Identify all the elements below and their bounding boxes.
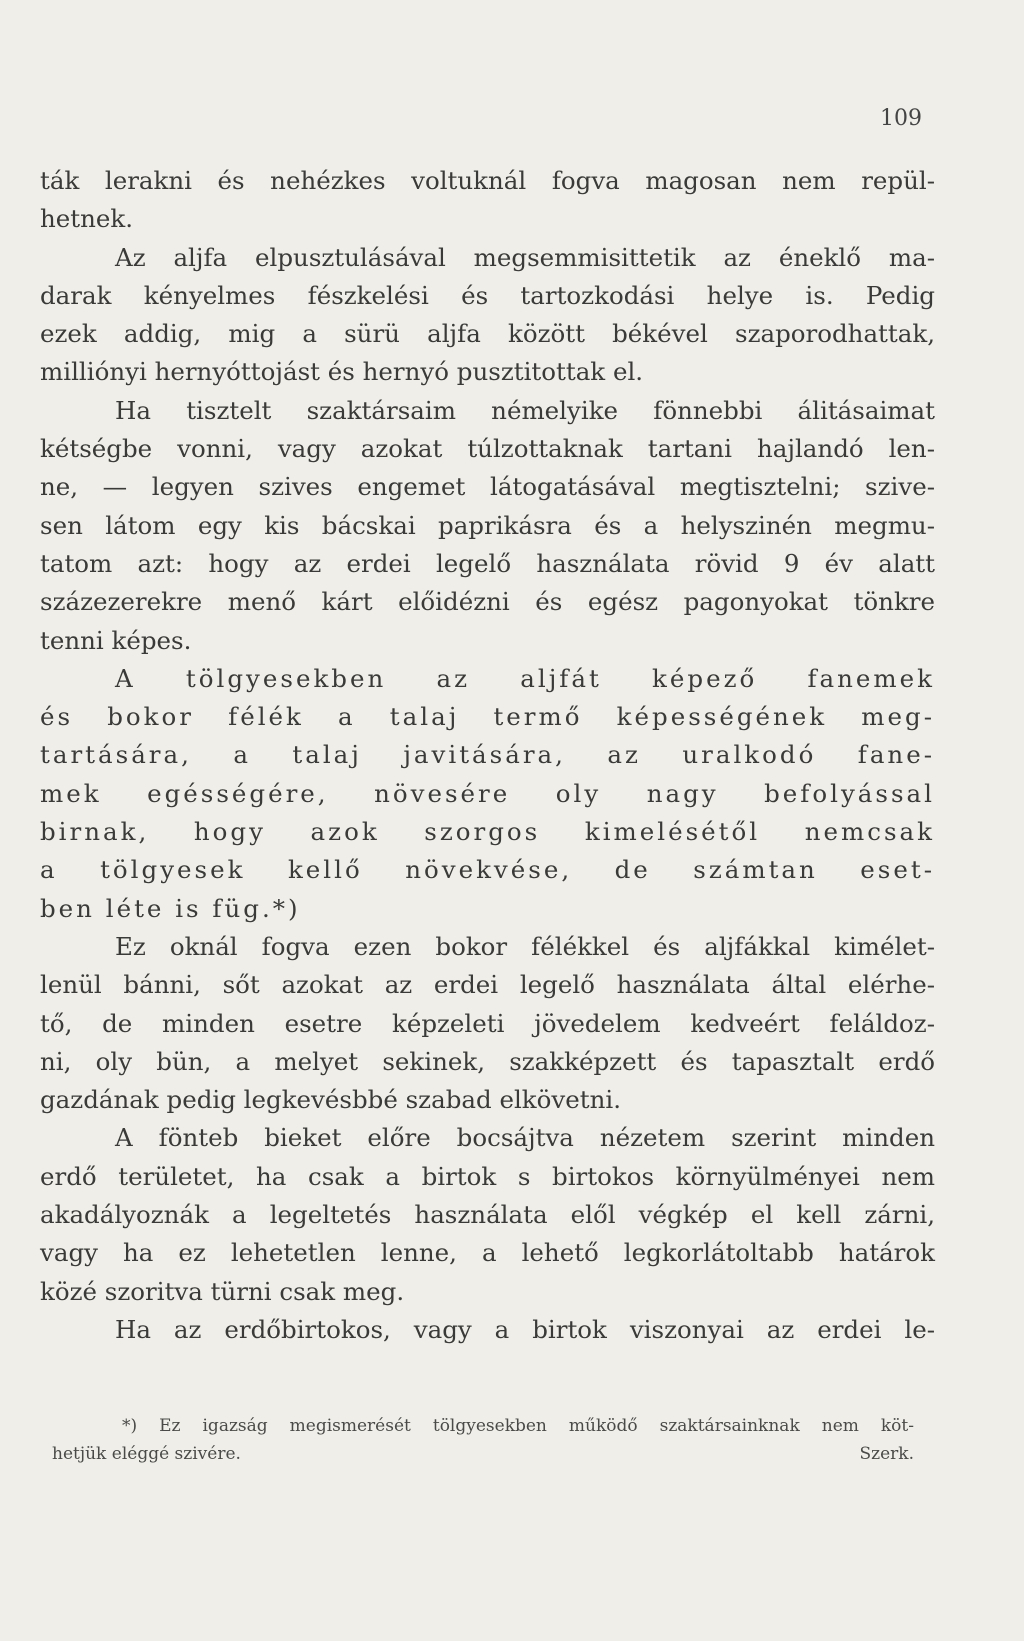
text-line: Ez oknál fogva ezen bokor félékkel és aljfákkal kimélet- (115, 931, 935, 961)
text-line: ezek addig, mig a sürü aljfa között békével szaporodhattak, (40, 319, 935, 349)
text-line: és bokor félék a talaj termő képességének meg- (40, 702, 935, 732)
text-line: Az aljfa elpusztulásával megsemmisittetik az éneklő ma- (115, 242, 935, 272)
text-line: darak kényelmes fészkelési és tartozkodási helye is. Pedig (40, 280, 935, 310)
text-line: erdő területet, ha csak a birtok s birtokos környülményei nem (40, 1161, 935, 1191)
text-line: Ha az erdőbirtokos, vagy a birtok viszonyai az erdei le- (115, 1314, 935, 1344)
text-line: A fönteb bieket előre bocsájtva nézetem szerint minden (115, 1123, 935, 1153)
text-line: tatom azt: hogy az erdei legelő használata rövid 9 év alatt (40, 548, 935, 578)
body-text (40, 162, 935, 1349)
text-line: mek egésségére, növesére oly nagy befolyással (40, 778, 935, 808)
footnote-line: *) Ez igazság megismerését tölgyesekben működő szaktársainknak nem köt- (122, 1416, 914, 1436)
text-line: akadályoznák a legeltetés használata elől végkép el kell zárni, (40, 1200, 935, 1230)
text-line: gazdának pedig legkevésbbé szabad elkövetni. (40, 1085, 621, 1115)
footnote-last-row (52, 1440, 914, 1468)
text-line: közé szoritva türni csak meg. (40, 1276, 405, 1306)
footnote (52, 1412, 914, 1468)
text-line: A tölgyesekben az aljfát képező fanemek (115, 663, 935, 693)
text-line: százezerekre menő kárt előidézni és egész pagonyokat tönkre (40, 587, 935, 617)
text-line: ne, — legyen szives engemet látogatásával megtisztelni; szive- (40, 472, 935, 502)
text-line: lenül bánni, sőt azokat az erdei legelő használata által elérhe- (40, 970, 935, 1000)
text-line: Ha tisztelt szaktársaim némelyike fönnebbi álitásaimat (115, 395, 935, 425)
text-line: tartására, a talaj javitására, az uralkodó fane- (40, 740, 935, 770)
footnote-signature: Szerk. (859, 1444, 914, 1464)
text-line: vagy ha ez lehetetlen lenne, a lehető legkorlátoltabb határok (40, 1238, 935, 1268)
page-number: 109 (880, 106, 922, 131)
text-line: tő, de minden esetre képzeleti jövedelem kedveért feláldoz- (40, 1008, 935, 1038)
text-line: sen látom egy kis bácskai paprikásra és a helyszinén megmu- (40, 510, 935, 540)
text-line: ben léte is füg.*) (40, 893, 301, 923)
text-line: hetnek. (40, 204, 134, 234)
text-line: ták lerakni és nehézkes voltuknál fogva magosan nem repül- (40, 166, 935, 195)
text-line: ni, oly bün, a melyet sekinek, szakképzett és tapasztalt erdő (40, 1046, 935, 1076)
text-line: kétségbe vonni, vagy azokat túlzottaknak tartani hajlandó len- (40, 434, 935, 464)
text-line: birnak, hogy azok szorgos kimelésétől nemcsak (40, 817, 935, 847)
footnote-line: hetjük eléggé szivére. (52, 1444, 241, 1464)
text-line: a tölgyesek kellő növekvése, de számtan eset- (40, 855, 935, 885)
text-line: milliónyi hernyóttojást és hernyó pusztitottak el. (40, 357, 644, 387)
text-line: tenni képes. (40, 625, 192, 655)
